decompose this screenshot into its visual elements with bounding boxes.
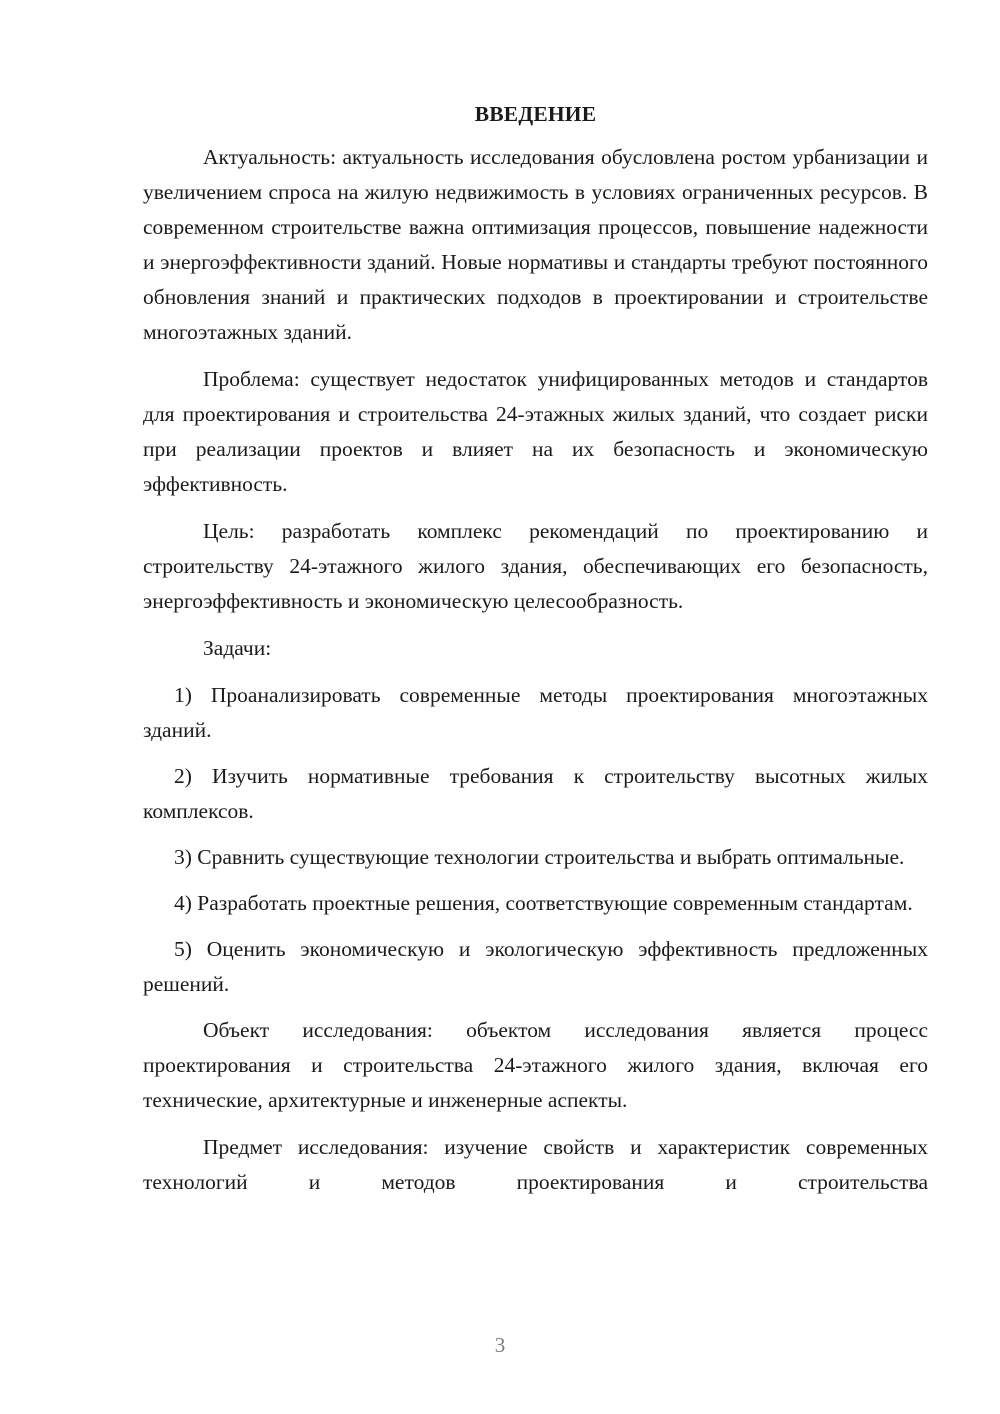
tasks-list — [143, 678, 928, 1002]
paragraph-object: Объект исследования: объектом исследования является процесс проектирования и строительства 24-этажного жилого здания, включая его технические, архитектурные и инженерные аспекты. — [143, 1018, 928, 1112]
page-number: 3 — [494, 1333, 506, 1357]
paragraph-subject: Предмет исследования: изучение свойств и характеристик современных технологий и методов проектирования и строительства — [143, 1135, 928, 1194]
tasks-heading: Задачи: — [203, 636, 272, 660]
task-item: 2) Изучить нормативные требования к строительству высотных жилых комплексов. — [143, 764, 928, 823]
paragraph-problem: Проблема: существует недостаток унифицированных методов и стандартов для проектирования и строительства 24-этажных жилых зданий, что создает риски при реализации проектов и влияет на их безопасность и экономическую эффективность. — [143, 367, 928, 496]
task-item: 3) Сравнить существующие технологии строительства и выбрать оптимальные. — [174, 845, 905, 869]
document-page — [143, 97, 928, 1212]
paragraph-goal: Цель: разработать комплекс рекомендаций по проектированию и строительству 24-этажного жилого здания, обеспечивающих его безопасность, энергоэффективность и экономическую целесообразность. — [143, 519, 928, 613]
paragraph-relevance: Актуальность: актуальность исследования обусловлена ростом урбанизации и увеличением спроса на жилую недвижимость в условиях ограниченных ресурсов. В современном строительстве важна оптимизация процессов, повышение надежности и энергоэффективности зданий. Новые нормативы и стандарты требуют постоянного обновления знаний и практических подходов в проектировании и строительстве многоэтажных зданий. — [143, 145, 928, 344]
task-item: 5) Оценить экономическую и экологическую эффективность предложенных решений. — [143, 937, 928, 996]
section-title: ВВЕДЕНИЕ — [474, 102, 597, 126]
task-item: 4) Разработать проектные решения, соответствующие современным стандартам. — [174, 891, 913, 915]
task-item: 1) Проанализировать современные методы проектирования многоэтажных зданий. — [143, 683, 928, 742]
